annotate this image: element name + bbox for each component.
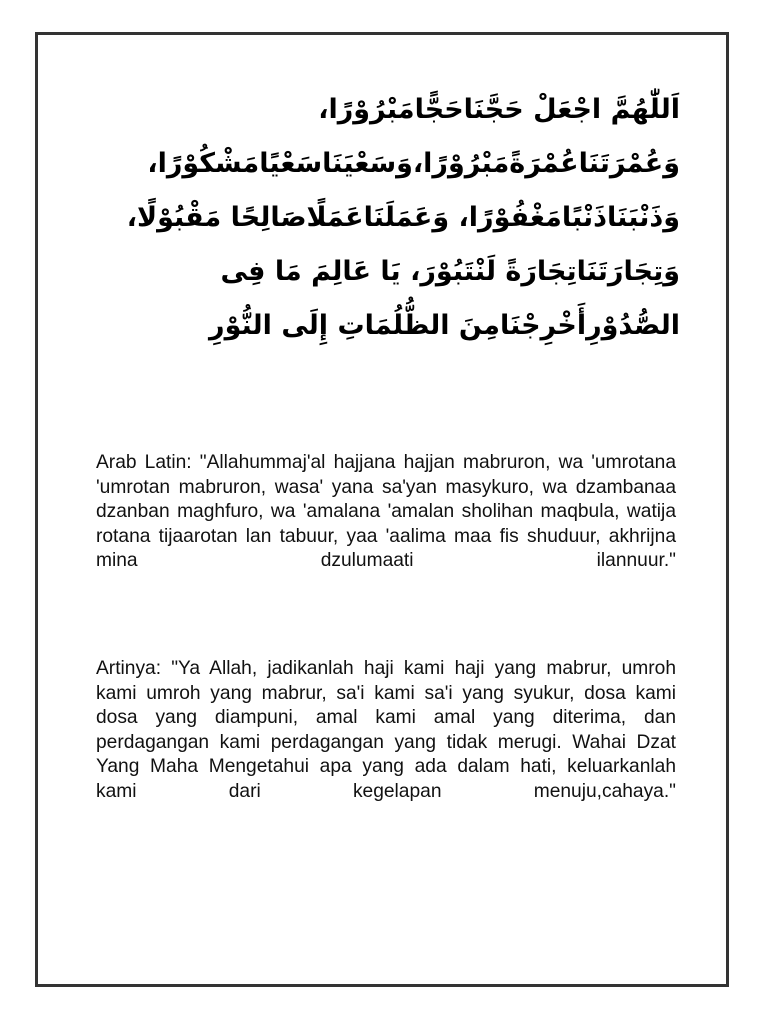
meaning-translation-paragraph: Artinya: "Ya Allah, jadikanlah haji kami haji yang mabrur, umroh kami umroh yang mabrur, sa'i kami sa'i yang syukur, dosa kami dosa yang diampuni, amal kami amal yang diterima, dan perdagangan kami perdagangan yang tidak merugi. Wahai Dzat Yang Maha Mengetahui apa yang ada dalam hati, keluarkanlah kami dari kegelapan menuju,cahaya." bbox=[96, 658, 676, 802]
arabic-prayer-text bbox=[98, 83, 680, 353]
arabic-line-1: اَللّٰهُمَّ اجْعَلْ حَجَّنَاحَجًّامَبْرُوْرًا، bbox=[318, 94, 680, 125]
arabic-line-5: الصُّدُوْرِأَخْرِجْنَامِنَ الظُّلُمَاتِ إِلَى النُّوْرِ bbox=[209, 310, 680, 341]
latin-transliteration-paragraph: Arab Latin: "Allahummaj'al hajjana hajjan mabruron, wa 'umrotana 'umrotan mabruron, wasa' yana sa'yan masykuro, wa dzambanaa dzanban maghfuro, wa 'amalana 'amalan sholihan maqbula, watija rotana tijaarotan lan tabuur, yaa 'aalima maa fis shuduur, akhrijna mina dzulumaati ilannuur." bbox=[96, 452, 676, 572]
arabic-line-2: وَعُمْرَتَنَاعُمْرَةًمَبْرُوْرًا،وَسَعْيَنَاسَعْيًامَشْكُوْرًا، bbox=[147, 148, 680, 179]
arabic-line-3: وَذَنْبَنَاذَنْبًامَغْفُوْرًا، وَعَمَلَنَاعَمَلًاصَالِحًا مَقْبُوْلًا، bbox=[126, 202, 680, 233]
arabic-line-4: وَتِجَارَتَنَاتِجَارَةً لَنْتَبُوْرَ، يَا عَالِمَ مَا فِى bbox=[220, 256, 680, 287]
document-page-frame bbox=[35, 32, 729, 987]
